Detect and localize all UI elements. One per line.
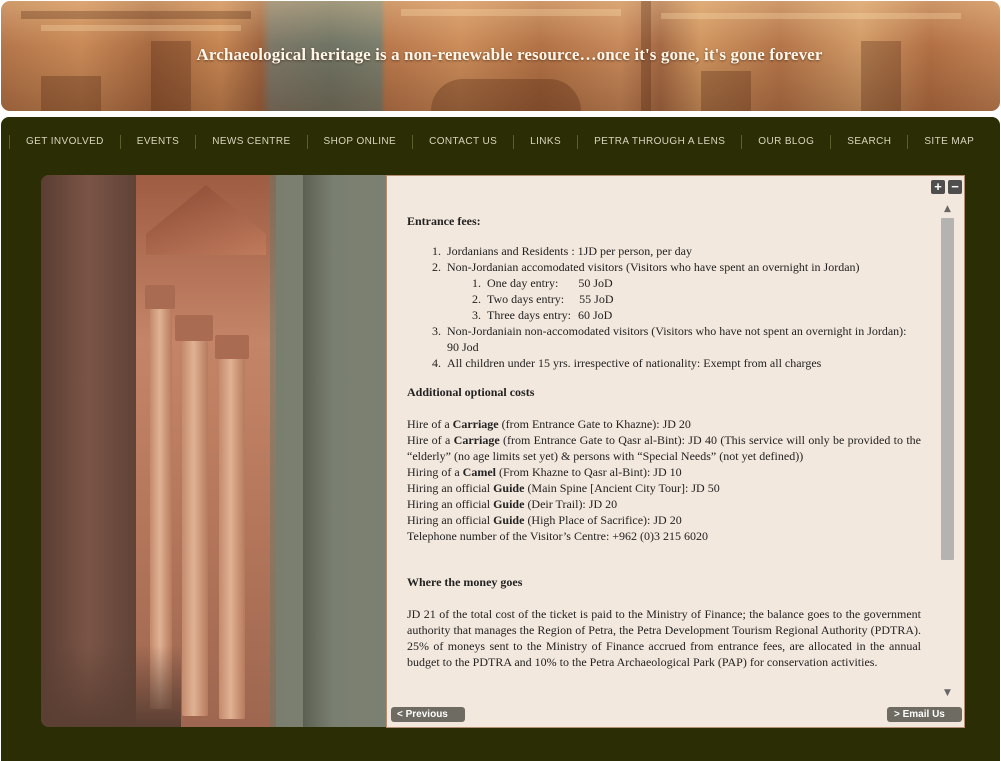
optional-costs-heading: Additional optional costs — [407, 385, 535, 399]
zoom-in-icon[interactable]: + — [931, 180, 945, 194]
telephone-line: Telephone number of the Visitor’s Centre: +962 (0)3 215 6020 — [407, 529, 709, 543]
column-capital — [145, 285, 175, 309]
nav-events[interactable]: EVENTS — [120, 135, 195, 149]
list-number: 1. — [432, 244, 441, 258]
list-item-label: One day entry: — [487, 276, 559, 290]
cost-item: Guide — [493, 497, 525, 511]
cost-prefix: Hiring an official — [407, 481, 494, 495]
cost-detail: (High Place of Sacrifice): JD 20 — [524, 513, 682, 527]
cost-detail: (From Khazne to Qasr al-Bint): JD 10 — [495, 465, 682, 479]
rock-shadow — [41, 645, 181, 727]
list-number: 3. — [432, 324, 441, 338]
article-text — [407, 213, 921, 693]
column — [219, 359, 245, 719]
cost-detail: (Main Spine [Ancient City Tour]: JD 50 — [524, 481, 720, 495]
list-number: 1. — [472, 276, 481, 290]
list-item-text: Jordanians and Residents : 1JD per person, per day — [447, 244, 692, 258]
nav-search[interactable]: SEARCH — [830, 135, 907, 149]
main-navigation — [9, 135, 990, 149]
sub-fees-list — [407, 275, 921, 323]
cost-item: Camel — [462, 465, 496, 479]
banner-title-tail: it's gone forever — [704, 45, 823, 64]
list-item-value: 55 JoD — [579, 292, 614, 306]
cost-item: Carriage — [453, 433, 500, 447]
optional-cost-line — [407, 432, 921, 464]
list-item-value: 60 JoD — [577, 308, 613, 322]
list-item-text: Non-Jordanian accomodated visitors (Visitors who have spent an overnight in Jordan) — [447, 260, 860, 274]
banner-decoration — [41, 25, 241, 31]
list-number: 3. — [472, 308, 481, 322]
optional-cost-line — [407, 464, 921, 480]
list-item-label: Three days entry: — [487, 308, 571, 322]
list-item-text: All children under 15 yrs. irrespective of nationality: Exempt from all charges — [447, 356, 822, 370]
money-paragraph: JD 21 of the total cost of the ticket is paid to the Ministry of Finance; the balance goes to the government authority that manages the Region of Petra, the Petra Development Tourism Regional Authority (PDTRA). 25% of moneys sent to the Ministry of Finance accrued from entrance fees, are allocated in the annual budget to the PDTRA and 10% to the Petra Archaeological Park (PAP) for conservation activities. — [407, 607, 921, 669]
nav-our-blog[interactable]: OUR BLOG — [741, 135, 830, 149]
banner-title-text: Archaeological heritage is a non-renewable resource…once it's gone, — [196, 45, 700, 64]
list-number: 2. — [432, 260, 441, 274]
list-item — [407, 243, 921, 259]
nav-links[interactable]: LINKS — [513, 135, 577, 149]
optional-cost-line — [407, 416, 921, 432]
banner-decoration — [701, 71, 751, 111]
list-item — [407, 291, 921, 307]
cost-item: Carriage — [452, 417, 499, 431]
scroll-up-arrow-icon[interactable]: ▲ — [944, 204, 951, 214]
cost-detail: (from Entrance Gate to Qasr al-Bint): JD 40 (This service will only be provided to the “elderly” (no age limits set yet) & persons with “Special Needs” (not yet defined)) — [407, 433, 921, 463]
nav-news-centre[interactable]: NEWS CENTRE — [195, 135, 306, 149]
list-item — [407, 323, 921, 355]
list-number: 2. — [472, 292, 481, 306]
cliff-shadow — [303, 175, 333, 727]
nav-get-involved[interactable]: GET INVOLVED — [9, 135, 120, 149]
optional-cost-line — [407, 512, 921, 528]
content-scrollbar[interactable] — [940, 202, 955, 700]
cost-detail: (Deir Trail): JD 20 — [524, 497, 618, 511]
cost-item: Guide — [493, 513, 525, 527]
cost-prefix: Hire of a — [407, 417, 453, 431]
column-capital — [215, 335, 249, 359]
column-capital — [175, 315, 213, 341]
banner-title — [1, 45, 1000, 65]
list-item — [407, 307, 921, 323]
list-item-text: Non-Jordaniain non-accomodated visitors (Visitors who have not spent an overnight in Jordan): 90 Jod — [447, 324, 907, 354]
cost-prefix: Hiring an official — [407, 513, 494, 527]
zoom-out-icon[interactable]: − — [948, 180, 962, 194]
fees-heading: Entrance fees: — [407, 214, 481, 228]
fees-list — [407, 243, 921, 371]
nav-shop-online[interactable]: SHOP ONLINE — [307, 135, 413, 149]
banner-decoration — [41, 76, 101, 111]
text-zoom-controls — [931, 180, 962, 194]
list-item-value: 50 JoD — [578, 276, 613, 290]
cost-prefix: Hire of a — [407, 433, 454, 447]
nav-contact-us[interactable]: CONTACT US — [412, 135, 513, 149]
treasury-photo — [41, 175, 386, 727]
optional-cost-line — [407, 496, 921, 512]
optional-cost-line — [407, 480, 921, 496]
header-banner — [1, 1, 1000, 111]
cost-item: Guide — [493, 481, 525, 495]
list-item — [407, 355, 921, 371]
scroll-down-arrow-icon[interactable]: ▼ — [944, 688, 951, 698]
previous-button[interactable]: < Previous — [391, 707, 465, 722]
list-item — [407, 259, 921, 323]
cost-prefix: Hiring an official — [407, 497, 494, 511]
content-panel — [386, 175, 965, 728]
list-item — [407, 275, 921, 291]
banner-decoration — [21, 11, 251, 19]
banner-decoration — [401, 9, 621, 16]
column — [182, 341, 208, 716]
cost-detail: (from Entrance Gate to Khazne): JD 20 — [498, 417, 691, 431]
email-us-button[interactable]: > Email Us — [887, 707, 962, 722]
money-heading: Where the money goes — [407, 575, 523, 589]
nav-petra-through-a-lens[interactable]: PETRA THROUGH A LENS — [577, 135, 741, 149]
banner-decoration — [661, 13, 961, 19]
cost-prefix: Hiring of a — [407, 465, 463, 479]
scrollbar-thumb[interactable] — [941, 218, 954, 560]
list-item-label: Two days entry: — [487, 292, 565, 306]
banner-decoration — [431, 79, 581, 111]
nav-site-map[interactable]: SITE MAP — [907, 135, 990, 149]
list-number: 4. — [432, 356, 441, 370]
